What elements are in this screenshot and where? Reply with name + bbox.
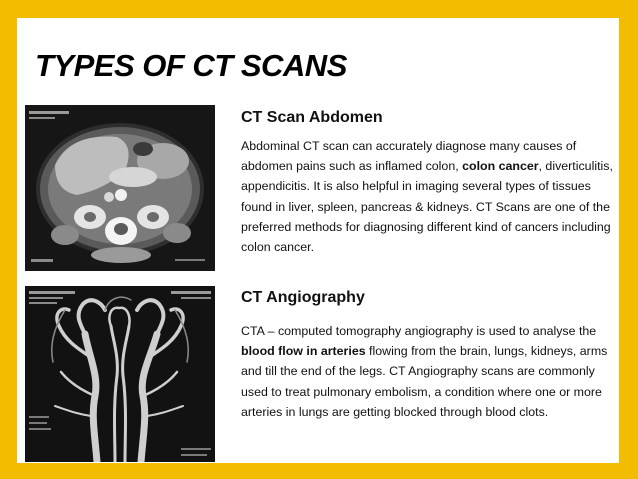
text-run: flowing from the brain, lungs, kidneys, arms and till the end of the legs. CT Angiography scans are commonly used to treat pulmonary embolism, a condition where one or more arteries in lungs are getting blocked through blood clots. [241,344,608,419]
ct-abdomen-heading: CT Scan Abdomen [241,109,383,126]
emphasis-blood-flow: blood flow in arteries [241,344,366,359]
slide-title: TYPES OF CT SCANS [35,48,347,83]
ct-angiography-drawing [25,286,215,462]
text-run: , diverticulitis, appendicitis. It is also helpful in imaging several types of tissues found in liver, spleen, pancreas & kidneys. CT Scans are one of the preferred methods for diagnosing different kind of cancers including colon cancer. [241,159,613,255]
ct-angiography-image [25,286,215,462]
text-run: Abdominal CT scan can accurately diagnose many causes of abdomen pains such as inflamed colon, [241,139,577,174]
slide [17,18,619,463]
abdominal-ct-scan-drawing [25,105,215,271]
text-run: CTA – computed tomography angiography is used to analyse the [241,324,597,338]
ct-abdomen-description [241,136,613,257]
emphasis-colon-cancer: colon cancer [462,159,539,174]
ct-angiography-description [241,321,613,422]
abdominal-ct-scan-image [25,105,215,271]
ct-angiography-heading: CT Angiography [241,289,365,306]
